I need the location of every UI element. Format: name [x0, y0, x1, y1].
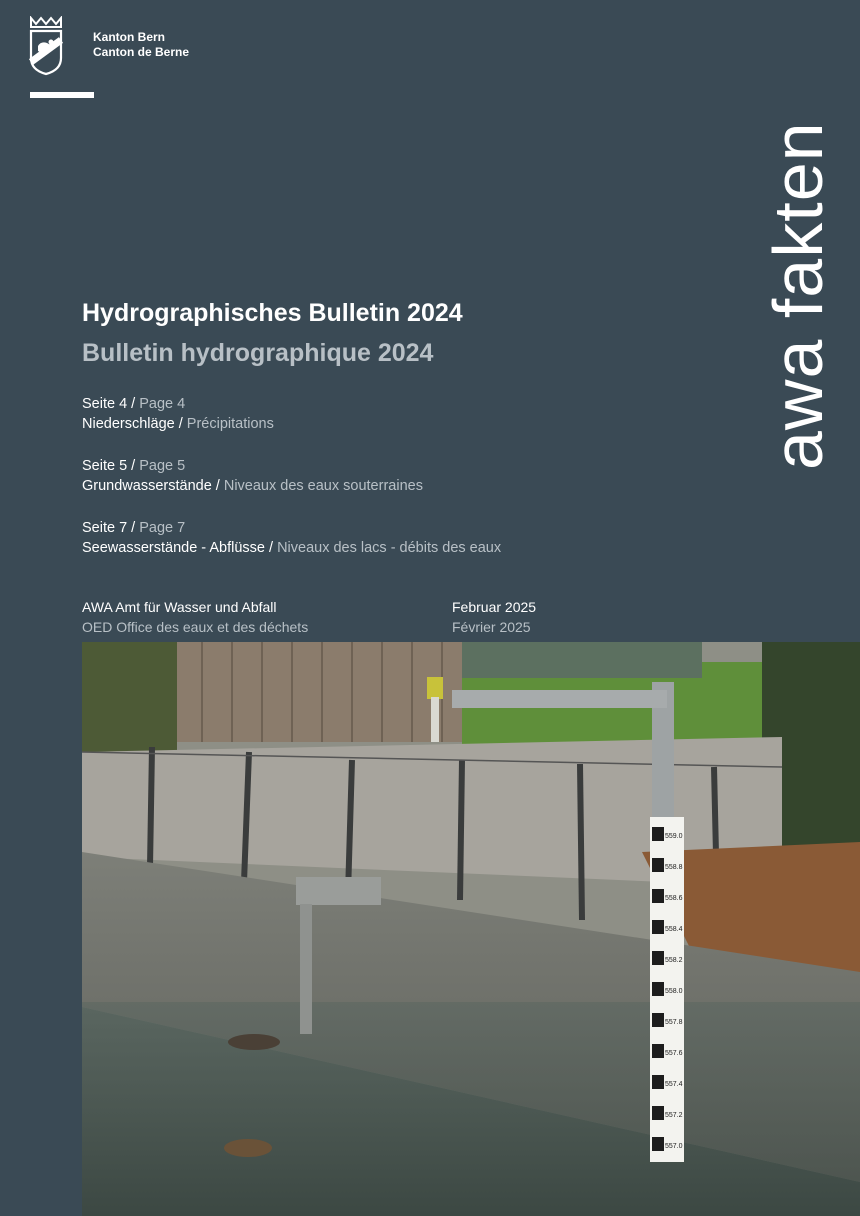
toc-topic-de: Seewasserstände - Abflüsse [82, 540, 265, 556]
toc-entry [82, 518, 742, 558]
canton-name-fr: Canton de Berne [93, 45, 190, 59]
separator: / [211, 478, 224, 494]
toc-page-fr: Page 4 [139, 396, 186, 412]
table-of-contents [82, 394, 742, 580]
gauge-label: 557.6 [665, 1050, 683, 1057]
header-rule [30, 92, 94, 98]
toc-page-de: Seite 5 [82, 458, 128, 474]
gauge-mark [652, 858, 664, 872]
toc-page-de: Seite 7 [82, 520, 128, 536]
gauge-label: 557.8 [665, 1019, 683, 1026]
toc-topic-fr: Niveaux des lacs - débits des eaux [277, 540, 502, 556]
gauge-mark [652, 951, 664, 965]
gauge-label: 558.6 [665, 895, 683, 902]
separator: / [127, 396, 140, 412]
level-sensor [427, 677, 443, 699]
bush [82, 642, 177, 762]
gauge-mark [652, 920, 664, 934]
toc-topic-de: Niederschläge [82, 416, 175, 432]
separator: / [127, 458, 140, 474]
toc-topic-fr: Niveaux des eaux souterraines [223, 478, 423, 494]
title-de: Hydrographisches Bulletin 2024 [82, 299, 463, 327]
separator: / [264, 540, 278, 556]
title-fr: Bulletin hydrographique 2024 [82, 339, 434, 367]
cover-photo [82, 642, 860, 1216]
toc-page-fr: Page 7 [139, 520, 186, 536]
toc-entry [82, 394, 742, 434]
publisher [82, 597, 308, 637]
publisher-de: AWA Amt für Wasser und Abfall [82, 599, 277, 615]
gauge-label: 559.0 [665, 833, 683, 840]
toc-page-de: Seite 4 [82, 396, 128, 412]
gauge-label: 557.4 [665, 1081, 683, 1088]
duck [224, 1139, 272, 1157]
toc-entry [82, 456, 742, 496]
gauge-mark [652, 1075, 664, 1089]
gauge-mark [652, 1106, 664, 1120]
gauge-mark [652, 1137, 664, 1151]
gauge-mark [652, 1013, 664, 1027]
gauge-label: 558.0 [665, 988, 683, 995]
publisher-fr: OED Office des eaux et des déchets [82, 619, 309, 635]
gauge-mark [652, 889, 664, 903]
toc-topic-fr: Précipitations [186, 416, 274, 432]
toc-topic-de: Grundwasserstände [82, 478, 212, 494]
gauge-mark [652, 982, 664, 996]
canton-bern-logo [28, 16, 64, 76]
gauge-mark [652, 1044, 664, 1058]
series-title: awa fakten [759, 121, 837, 470]
date-de: Februar 2025 [452, 599, 537, 615]
duck [228, 1034, 280, 1050]
wooden-fence [172, 642, 462, 742]
separator: / [174, 416, 187, 432]
toc-page-fr: Page 5 [139, 458, 186, 474]
gauge-label: 558.2 [665, 957, 683, 964]
separator: / [127, 520, 140, 536]
canton-name-de: Kanton Bern [93, 30, 165, 44]
gauge-label: 558.8 [665, 864, 683, 871]
canton-name [93, 30, 189, 60]
date-fr: Février 2025 [452, 619, 531, 635]
gauge-mark [652, 827, 664, 841]
publication-date [452, 597, 536, 637]
gauge-label: 558.4 [665, 926, 683, 933]
gauge-label: 557.2 [665, 1112, 683, 1119]
gauge-label: 557.0 [665, 1143, 683, 1150]
